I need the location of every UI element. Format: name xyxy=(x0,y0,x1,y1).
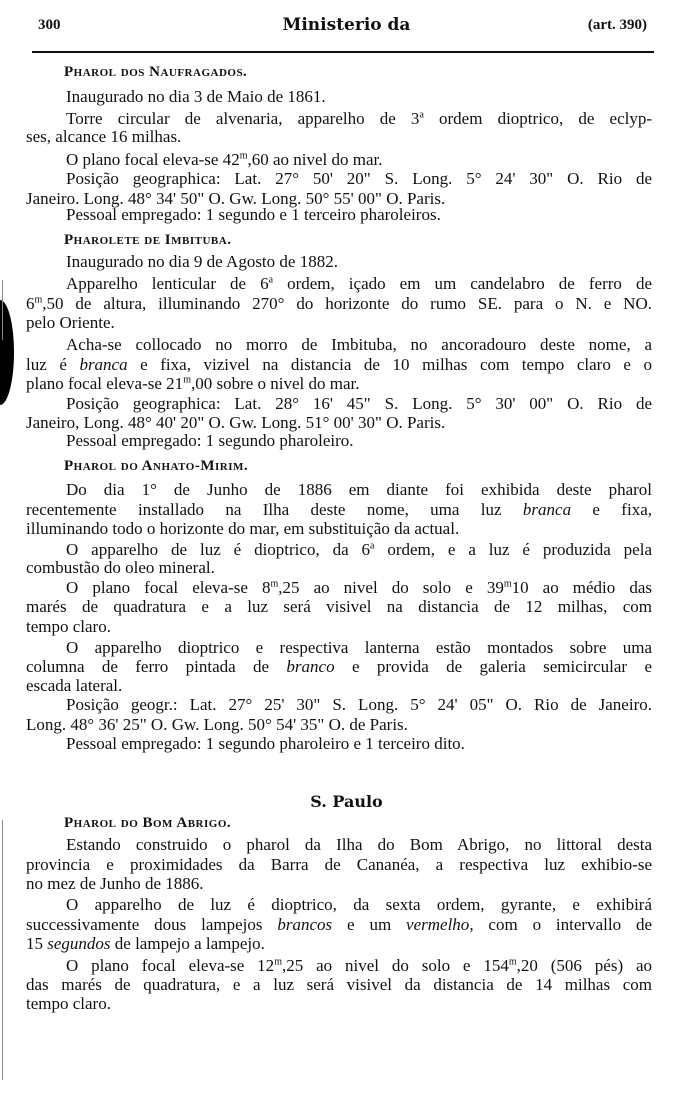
text-run: ,60 ao nivel do mar. xyxy=(247,150,383,169)
text-run: recentemente installado na Ilha deste nome, uma luz xyxy=(26,500,523,519)
text-run: ,20 (506 pés) ao xyxy=(516,956,653,975)
italic-run: vermelho xyxy=(406,915,470,934)
text-line xyxy=(66,430,652,452)
text-line xyxy=(66,86,652,108)
text-run: successivamente dous lampejos xyxy=(26,915,278,934)
text-run: Posição geographica: Lat. 27° 50' 20" S. Long. 5° 24' 30" O. Rio de xyxy=(66,169,652,188)
text-run: O apparelho dioptrico e respectiva lanterna estão montados sobre uma xyxy=(66,638,652,657)
text-run: luz é xyxy=(26,355,80,374)
text-run: tempo claro. xyxy=(26,617,111,636)
superscript: a xyxy=(419,109,424,121)
text-line xyxy=(66,733,652,755)
text-run: de lampejo a lampejo. xyxy=(110,934,265,953)
text-run: 15 xyxy=(26,934,48,953)
province-heading: S. Paulo xyxy=(310,792,383,811)
page-number: 300 xyxy=(38,17,61,33)
italic-run: brancos xyxy=(277,915,333,934)
text-line xyxy=(66,168,652,190)
text-line xyxy=(26,373,652,395)
text-run: 6 xyxy=(26,294,35,313)
text-run: Acha-se collocado no morro de Imbituba, no ancoradouro deste nome, a xyxy=(66,335,652,354)
text-run: e fixa, vizivel na distancia de 10 milhas com tempo claro e o xyxy=(127,355,652,374)
text-line xyxy=(66,694,652,716)
text-run: provincia e proximidades da Barra de Cananéa, a respectiva luz exhibio-se xyxy=(26,855,652,874)
text-run: ,25 ao nivel do solo e 154 xyxy=(281,956,509,975)
superscript: m xyxy=(508,956,517,968)
italic-run: segundos xyxy=(47,934,111,953)
text-line xyxy=(26,933,652,955)
lighthouse-title: Pharol do Anhato-Mirim. xyxy=(64,458,249,474)
superscript: m xyxy=(183,374,191,386)
text-line xyxy=(26,312,652,334)
text-run: plano focal eleva-se 21 xyxy=(26,374,184,393)
text-run: combustão do oleo mineral. xyxy=(26,558,215,577)
text-run: columna de ferro pintada de xyxy=(26,657,287,676)
text-line xyxy=(26,596,652,618)
text-run: Inaugurado no dia 3 de Maio de 1861. xyxy=(66,87,326,106)
scan-artifact xyxy=(2,280,3,340)
text-line xyxy=(26,518,652,540)
superscript: m xyxy=(239,150,248,162)
text-run: Janeiro. Long. 48° 34' 50" O. Gw. Long. 50° 55' 00" O. Paris. xyxy=(26,189,446,208)
text-run: Pessoal empregado: 1 segundo pharoleiro. xyxy=(66,431,354,450)
running-head: Ministerio da xyxy=(282,15,411,35)
text-run: ordem, içado em um candelabro de ferro de xyxy=(273,274,652,293)
text-run: ,25 ao nivel do solo e 39 xyxy=(278,578,504,597)
italic-run: branco xyxy=(286,657,335,676)
text-run: Janeiro, Long. 48° 40' 20" O. Gw. Long. 51° 00' 30" O. Paris. xyxy=(26,413,446,432)
text-run: e fixa, xyxy=(571,500,652,519)
superscript: a xyxy=(370,540,375,552)
text-run: Apparelho lenticular de 6 xyxy=(66,274,269,293)
scan-artifact xyxy=(2,820,3,1080)
text-run: e provida de galeria semicircular e xyxy=(334,657,652,676)
italic-run: branca xyxy=(79,355,128,374)
lighthouse-title: Pharol dos Naufragados. xyxy=(64,64,248,80)
text-run: Inaugurado no dia 9 de Agosto de 1882. xyxy=(66,252,338,271)
text-run: Pessoal empregado: 1 segundo pharoleiro e 1 terceiro dito. xyxy=(66,734,465,753)
lighthouse-title: Pharol do Bom Abrigo. xyxy=(64,815,232,831)
superscript: m xyxy=(274,956,282,968)
header-rule xyxy=(32,51,654,53)
text-line xyxy=(66,204,652,226)
text-line xyxy=(66,273,652,295)
text-run: O apparelho de luz é dioptrico, da 6 xyxy=(66,540,370,559)
text-run: Estando construido o pharol da Ilha do Bom Abrigo, no littoral desta xyxy=(66,835,652,854)
text-line xyxy=(66,834,652,856)
text-run: ordem, e a luz é produzida pela xyxy=(374,540,652,559)
text-run: Pessoal empregado: 1 segundo e 1 terceiro pharoleiros. xyxy=(66,205,441,224)
text-run: , com o intervallo de xyxy=(469,915,652,934)
text-line xyxy=(66,479,652,501)
text-run: tempo claro. xyxy=(26,994,111,1013)
text-line xyxy=(26,557,652,579)
text-run: O plano focal eleva-se 12 xyxy=(66,956,275,975)
text-run: escada lateral. xyxy=(26,676,123,695)
text-run: e um xyxy=(332,915,407,934)
article-reference: (art. 390) xyxy=(587,17,647,33)
text-line xyxy=(66,334,652,356)
text-run: ,50 de altura, illuminando 270° do horizonte do rumo SE. para o N. e NO. xyxy=(42,294,652,313)
text-run: O apparelho de luz é dioptrico, da sexta ordem, gyrante, e exhibirá xyxy=(66,895,652,914)
text-run: pelo Oriente. xyxy=(26,313,115,332)
text-run: das marés de quadratura, e a luz será visivel da distancia de 14 milhas com xyxy=(26,975,652,994)
text-run: Posição geographica: Lat. 28° 16' 45" S. Long. 5° 30' 00" O. Rio de xyxy=(66,394,652,413)
superscript: a xyxy=(268,274,274,286)
text-line xyxy=(66,251,652,273)
lighthouse-title: Pharolete de Imbituba. xyxy=(64,232,232,248)
text-run: ,00 sobre o nivel do mar. xyxy=(190,374,360,393)
text-line xyxy=(66,894,652,916)
text-line xyxy=(26,993,652,1015)
text-run: ses, alcance 16 milhas. xyxy=(26,127,182,146)
text-line xyxy=(26,873,652,895)
text-run: Long. 48° 36' 25" O. Gw. Long. 50° 54' 35" O. de Paris. xyxy=(26,715,408,734)
text-run: Do dia 1° de Junho de 1886 em diante foi exhibida deste pharol xyxy=(66,480,652,499)
text-run: O plano focal eleva-se 42 xyxy=(66,150,240,169)
text-line xyxy=(26,126,652,148)
text-run: no mez de Junho de 1886. xyxy=(26,874,204,893)
text-run: Posição geogr.: Lat. 27° 25' 30" S. Long. 5° 24' 05" O. Rio de Janeiro. xyxy=(66,695,652,714)
text-run: O plano focal eleva-se 8 xyxy=(66,578,271,597)
superscript: m xyxy=(270,578,279,590)
text-run: illuminando todo o horizonte do mar, em substituição da actual. xyxy=(26,519,460,538)
italic-run: branca xyxy=(522,500,572,519)
superscript: m xyxy=(503,578,512,590)
superscript: m xyxy=(34,294,43,306)
text-run: marés de quadratura e a luz será visivel na distancia de 12 milhas, com xyxy=(26,597,652,616)
text-run: 10 ao médio das xyxy=(511,578,653,597)
text-line xyxy=(26,616,652,638)
text-run: Torre circular de alvenaria, apparelho de 3 xyxy=(66,109,420,128)
text-run: ordem dioptrico, de eclyp- xyxy=(423,109,653,128)
